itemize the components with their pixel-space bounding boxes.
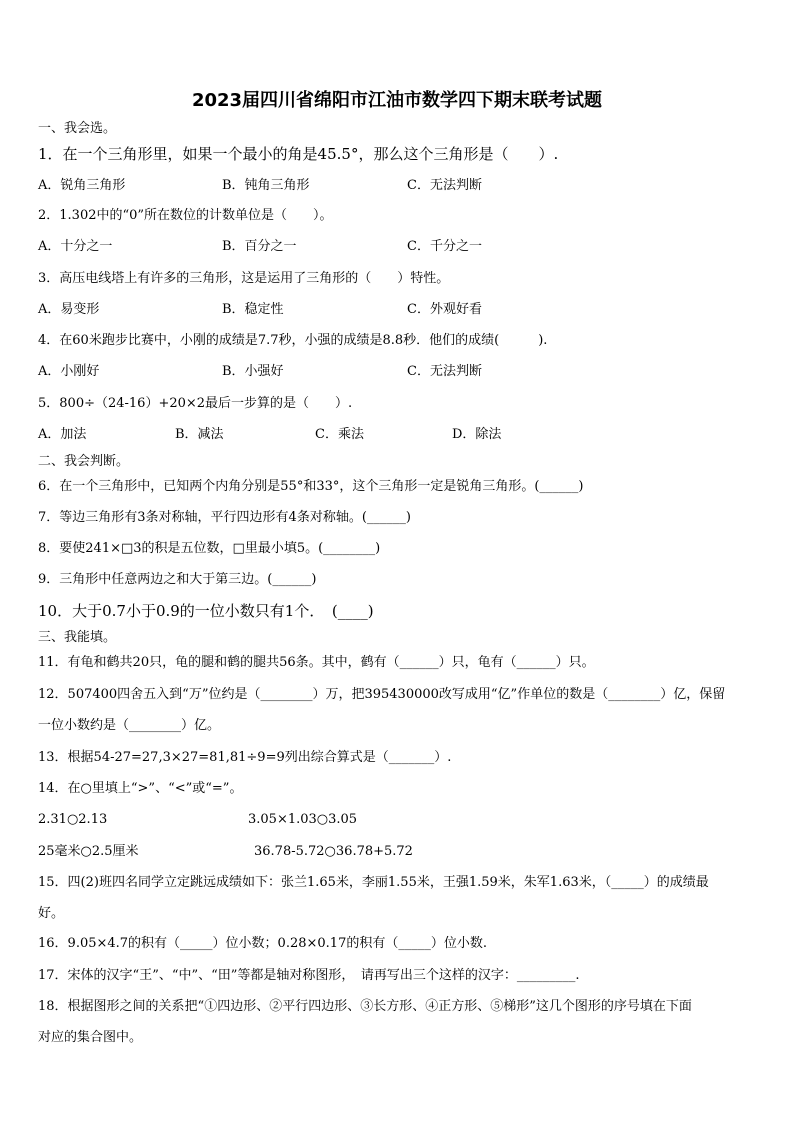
question-18-line-1: 18．根据图形之间的关系把“①四边形、②平行四边形、③长方形、④正方形、⑤梯形”这几个图形的序号填在下面: [38, 999, 692, 1014]
page-title: 2023届四川省绵阳市江油市数学四下期末联考试题: [191, 90, 603, 111]
q4-option-a: A．小刚好: [38, 364, 100, 379]
question-10: 10．大于0.7小于0.9的一位小数只有1个． (____): [38, 602, 374, 620]
q14-item-3: 25毫米○2.5厘米: [38, 844, 139, 859]
question-4: 4．在60米跑步比赛中，小刚的成绩是7.7秒，小强的成绩是8.8秒．他们的成绩( ).: [38, 333, 548, 348]
q14-item-2: 3.05×1.03○3.05: [248, 812, 358, 827]
q5-option-a: A．加法: [38, 427, 87, 442]
q2-option-b: B．百分之一: [222, 239, 297, 254]
q5-option-c: C．乘法: [315, 427, 364, 442]
q1-option-c: C．无法判断: [407, 178, 482, 193]
q14-item-1: 2.31○2.13: [38, 812, 108, 827]
q3-option-c: C．外观好看: [407, 302, 482, 317]
question-3: 3．高压电线塔上有许多的三角形，这是运用了三角形的（ ）特性。: [38, 271, 450, 286]
question-5: 5．800÷（24-16）+20×2最后一步算的是（ ）.: [38, 396, 353, 411]
section-heading-fill: 三、我能填。: [38, 630, 117, 645]
question-9: 9．三角形中任意两边之和大于第三边。(______): [38, 572, 317, 587]
question-18-line-2: 对应的集合图中。: [38, 1030, 143, 1045]
question-1: 1．在一个三角形里，如果一个最小的角是45.5°，那么这个三角形是（ ）.: [38, 145, 559, 163]
question-15-line-2: 好。: [38, 906, 65, 921]
q5-option-b: B．减法: [175, 427, 224, 442]
q14-item-4: 36.78-5.72○36.78+5.72: [254, 844, 413, 859]
q1-option-b: B．钝角三角形: [222, 178, 310, 193]
q4-option-b: B．小强好: [222, 364, 284, 379]
q1-option-a: A．锐角三角形: [38, 178, 126, 193]
question-17: 17．宋体的汉字“王”、“中”、“田”等都是轴对称图形， 请再写出三个这样的汉字：_________.: [38, 968, 580, 983]
question-16: 16．9.05×4.7的积有（_____）位小数；0.28×0.17的积有（_____）位小数.: [38, 936, 487, 951]
question-12-line-1: 12．507400四舍五入到“万”位约是（________）万，把395430000改写成用“亿”作单位的数是（________）亿，保留: [38, 687, 726, 702]
q2-option-c: C．千分之一: [407, 239, 482, 254]
question-15-line-1: 15．四(2)班四名同学立定跳远成绩如下：张兰1.65米，李丽1.55米，王强1.59米，朱军1.63米，（_____）的成绩最: [38, 875, 709, 890]
question-12-line-2: 一位小数约是（________）亿。: [38, 718, 221, 733]
question-11: 11．有龟和鹤共20只，龟的腿和鹤的腿共56条。其中，鹤有（______）只，龟有（______）只。: [38, 655, 595, 670]
question-8: 8．要使241×□3的积是五位数，□里最小填5。(________): [38, 541, 381, 556]
section-heading-judge: 二、我会判断。: [38, 454, 130, 469]
q2-option-a: A．十分之一: [38, 239, 113, 254]
q3-option-b: B．稳定性: [222, 302, 284, 317]
question-14: 14．在○里填上“>”、“<”或“=”。: [38, 781, 243, 796]
question-2: 2．1.302中的“0”所在数位的计数单位是（ ）。: [38, 208, 333, 223]
q4-option-c: C．无法判断: [407, 364, 482, 379]
question-7: 7．等边三角形有3条对称轴，平行四边形有4条对称轴。(______): [38, 510, 411, 525]
question-13: 13．根据54-27=27,3×27=81,81÷9=9列出综合算式是（_______）.: [38, 750, 452, 765]
q5-option-d: D．除法: [452, 427, 502, 442]
q3-option-a: A．易变形: [38, 302, 100, 317]
section-heading-choice: 一、我会选。: [38, 121, 117, 136]
question-6: 6．在一个三角形中，已知两个内角分别是55°和33°，这个三角形一定是锐角三角形。(______): [38, 479, 584, 494]
